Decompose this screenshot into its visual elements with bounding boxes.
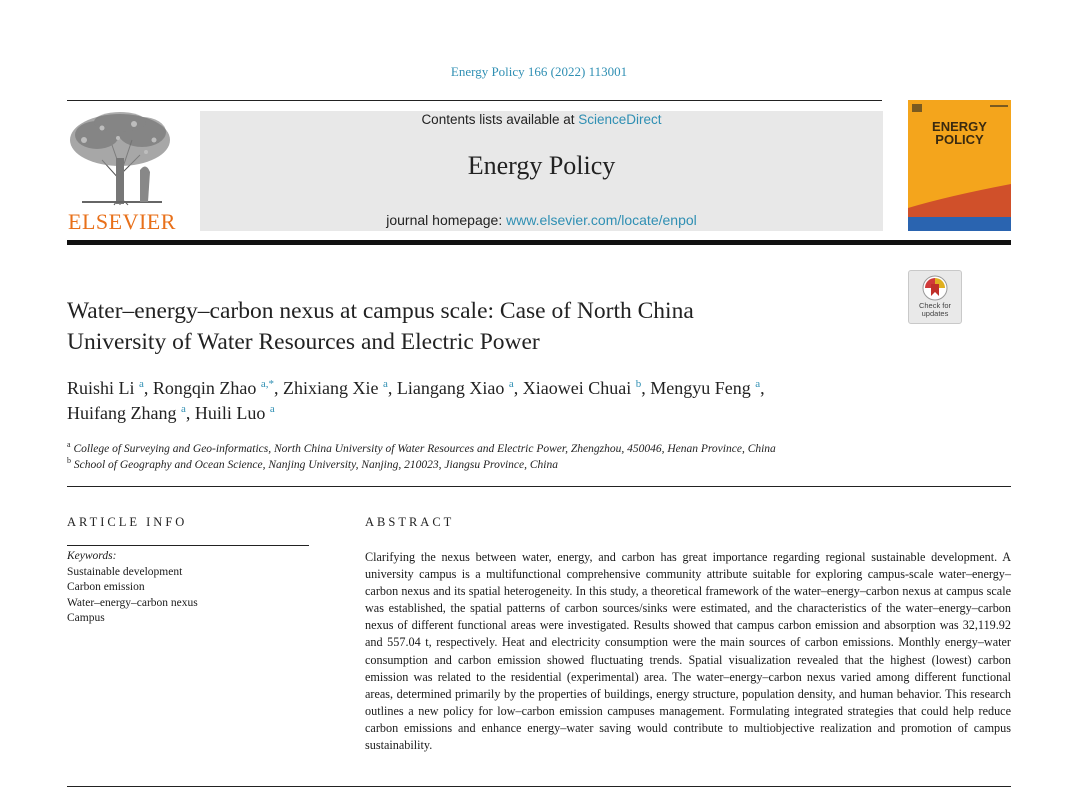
author-separator: , — [641, 378, 651, 398]
keywords-rule — [67, 545, 309, 546]
author-separator: , — [387, 378, 397, 398]
author-affiliation-mark[interactable]: a — [383, 378, 388, 390]
author-affiliation-mark[interactable]: a — [508, 378, 514, 390]
article-info-heading: ARTICLE INFO — [67, 515, 188, 529]
journal-citation[interactable]: Energy Policy 166 (2022) 113001 — [450, 64, 628, 79]
section-rule — [67, 486, 1011, 487]
cover-title-line2: POLICY — [935, 132, 984, 147]
contents-line — [200, 112, 883, 127]
header-thick-rule — [67, 240, 1011, 245]
sciencedirect-link[interactable]: ScienceDirect — [578, 112, 662, 127]
article-title-line2: University of Water Resources and Electric Power — [67, 329, 540, 355]
keyword-item: Water–energy–carbon nexus — [67, 596, 198, 609]
bottom-rule — [67, 786, 1011, 787]
author-affiliation-mark[interactable]: a — [755, 378, 761, 390]
cover-decoration — [990, 105, 1008, 107]
homepage-line — [200, 212, 883, 228]
author[interactable]: Ruishi Li — [67, 378, 135, 398]
author-list — [67, 376, 927, 426]
header-rule — [67, 100, 882, 101]
check-for-updates-button[interactable] — [908, 270, 962, 324]
homepage-prefix: journal homepage: — [386, 212, 507, 228]
keyword-item: Sustainable development — [67, 565, 183, 578]
cover-artwork — [908, 178, 1011, 231]
journal-cover[interactable] — [908, 100, 1011, 231]
abstract-text: Clarifying the nexus between water, energy, and carbon has great importance regarding regional sustainable development. A university campus is a multifunctional comprehensive community attribute suitable for exploring campus-scale water–energy–carbon nexus and its spatial heterogeneity. In this study, a theoretical framework of the water–energy–carbon nexus at campus scale was established, the spatial patterns of carbon sources/sinks were estimated, and the characteristics of the water–energy–carbon nexus of different functional areas were investigated. Results showed that campus carbon emission and absorption was 32,119.92 and 557.04 t, respectively. Heat and electricity consumption were the main sources of carbon emissions. Monthly energy–water consumption and carbon emission showed fluctuating trends. Spatial visualization revealed that the highest (lowest) carbon emission was related to the residential (experimental) area. The water–energy–carbon nexus varied among different functional areas, determined primarily by the properties of buildings, energy structure, population density, and human behavior. This research outlines a new policy for low–carbon emission campuses management. Formulating integrated strategies that could help reduce carbon emissions and enhance energy–water saving would contribute to multiobjective realization and promotion of campus sustainability. — [365, 550, 1011, 753]
author[interactable]: Huifang Zhang — [67, 403, 177, 423]
author[interactable]: Mengyu Feng — [650, 378, 751, 398]
keywords-label: Keywords: — [67, 550, 117, 562]
author-separator: , — [185, 403, 195, 423]
affiliation — [67, 456, 558, 471]
contents-prefix: Contents lists available at — [421, 112, 579, 127]
author[interactable]: Rongqin Zhao — [152, 378, 257, 398]
author[interactable]: Zhixiang Xie — [283, 378, 379, 398]
author-affiliation-mark[interactable]: a — [180, 403, 186, 415]
abstract-heading: ABSTRACT — [365, 515, 455, 529]
author-affiliation-mark[interactable]: a,* — [260, 378, 275, 390]
homepage-link[interactable]: www.elsevier.com/locate/enpol — [506, 212, 697, 228]
author-separator: , — [143, 378, 153, 398]
check-updates-icon — [921, 274, 949, 302]
author-affiliation-mark[interactable]: a — [139, 378, 144, 390]
keyword-item: Carbon emission — [67, 581, 145, 594]
article-title-line1: Water–energy–carbon nexus at campus scale: Case of North China — [67, 298, 694, 324]
author-separator: , — [760, 378, 765, 398]
keywords-block — [67, 549, 327, 627]
author-separator: , — [513, 378, 523, 398]
author-separator: , — [274, 378, 284, 398]
affiliation-mark: a — [67, 440, 71, 449]
cover-title-line1: ENERGY — [932, 119, 987, 134]
author[interactable]: Xiaowei Chuai — [522, 378, 632, 398]
article-title — [67, 296, 887, 358]
affiliation-mark: b — [67, 456, 71, 465]
author-affiliation-mark[interactable]: b — [635, 378, 642, 390]
affiliation — [67, 440, 776, 455]
affiliation-text: College of Surveying and Geo-informatics, North China University of Water Resources and Electric Power, Zhengzhou, 450046, Henan Province, China — [73, 442, 776, 455]
author[interactable]: Liangang Xiao — [396, 378, 505, 398]
keyword-item: Campus — [67, 612, 105, 625]
elsevier-wordmark: ELSEVIER — [68, 209, 176, 234]
check-updates-line2: updates — [921, 309, 949, 318]
author-affiliation-mark[interactable]: a — [269, 403, 275, 415]
affiliation-text: School of Geography and Ocean Science, Nanjing University, Nanjing, 210023, Jiangsu Province, China — [73, 458, 558, 471]
journal-name: Energy Policy — [467, 151, 616, 180]
author[interactable]: Huili Luo — [194, 403, 266, 423]
check-updates-line1: Check for — [918, 301, 952, 310]
cover-logo-icon — [912, 104, 922, 112]
